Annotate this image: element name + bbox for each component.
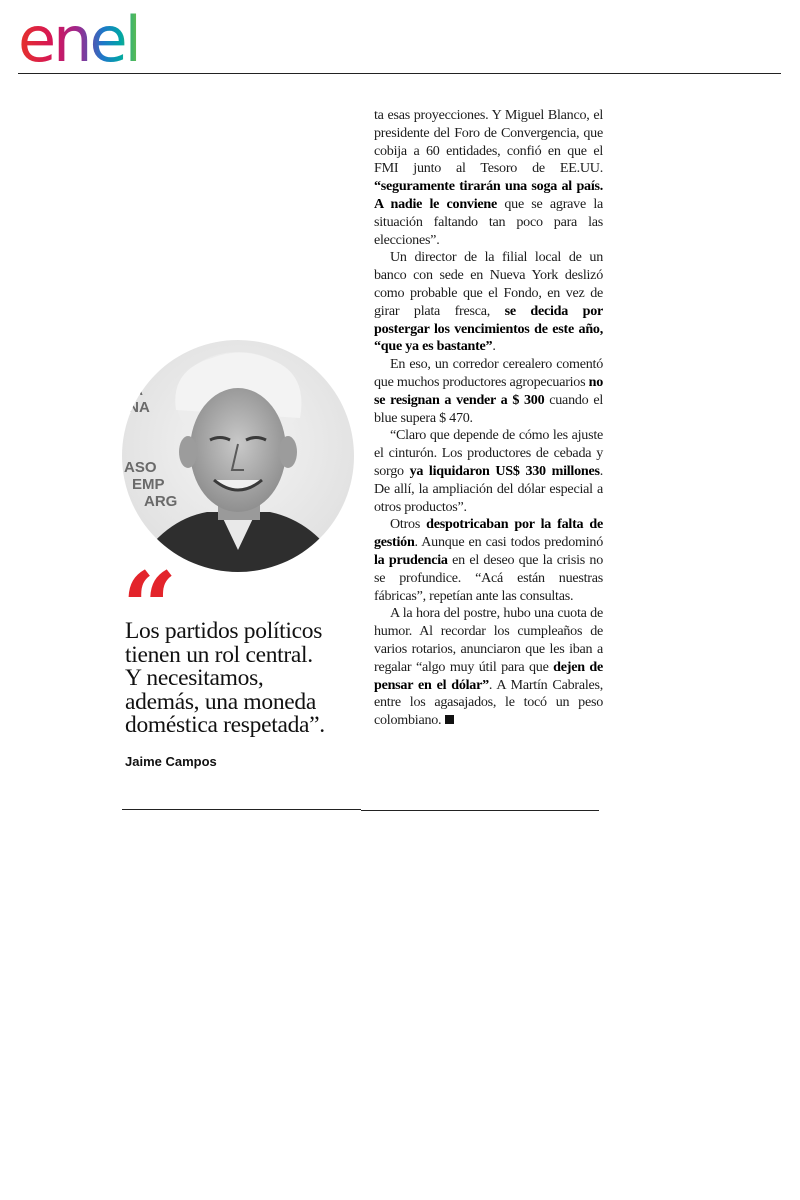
svg-text:ÍA: ÍA xyxy=(128,382,143,399)
svg-text:INA: INA xyxy=(124,399,150,416)
svg-text:ASO: ASO xyxy=(124,459,157,476)
pull-quote-line: tienen un rol central. xyxy=(125,641,313,668)
pull-quote xyxy=(125,620,360,738)
article-paragraph: ta esas proyecciones. Y Miguel Blanco, el presidente del Foro de Convergencia, que cobija a 60 entidades, confió en que el FMI junto al Tesoro de EE.UU. “seguramente tirarán una soga al país. A nadie le conviene que se agrave la situación faltando tan poco para las elecciones”. xyxy=(374,107,603,248)
quote-mark-icon: “ xyxy=(122,551,178,664)
header-divider xyxy=(18,73,781,74)
svg-text:EMP: EMP xyxy=(132,476,165,493)
article-paragraph: “Claro que depende de cómo les ajuste el cinturón. Los productores de cebada y sorgo ya liquidaron US$ 330 millones. De allí, la ampliación del dólar especial a otros productos”. xyxy=(374,427,603,515)
pull-quote-line: Y necesitamos, xyxy=(125,665,264,691)
article-paragraph: Otros despotricaban por la falta de gestión. Aunque en casi todos predominó la prudencia en el deseo que la crisis no se profundice. “Acá están nuestras fábricas”, repetían ante las consultas. xyxy=(374,516,603,604)
article-paragraph: Un director de la filial local de un banco con sede en Nueva York deslizó como probable que el Fondo, en vez de girar plata fresca, se decida por postergar los vencimientos de este año, “que ya es bastante”. xyxy=(374,249,603,355)
footer-divider xyxy=(122,809,361,810)
svg-text:ARG: ARG xyxy=(144,493,178,510)
pull-quote-line: doméstica respetada”. xyxy=(125,712,325,738)
portrait-photo xyxy=(122,340,354,572)
article-body xyxy=(374,107,603,730)
article-paragraph: En eso, un corredor cerealero comentó que muchos productores agropecuarios no se resignan a vender a $ 300 cuando el blue supera $ 470. xyxy=(374,356,604,426)
enel-logo xyxy=(18,4,183,68)
end-of-article-icon xyxy=(445,715,454,724)
footer-divider xyxy=(361,810,599,811)
byline: Jaime Campos xyxy=(125,754,217,769)
article-paragraph: A la hora del postre, hubo una cuota de humor. Al recordar los cumpleaños de varios rotarios, anunciaron que les iban a regalar “algo muy útil para que dejen de pensar en el dólar”. A Martín Cabrales, entre los agasajados, le tocó un peso colombiano. xyxy=(374,605,604,729)
pull-quote-line: además, una moneda xyxy=(125,688,317,715)
pull-quote-line: Los partidos políticos xyxy=(125,618,323,644)
enel-logo-text: enel xyxy=(18,4,139,68)
